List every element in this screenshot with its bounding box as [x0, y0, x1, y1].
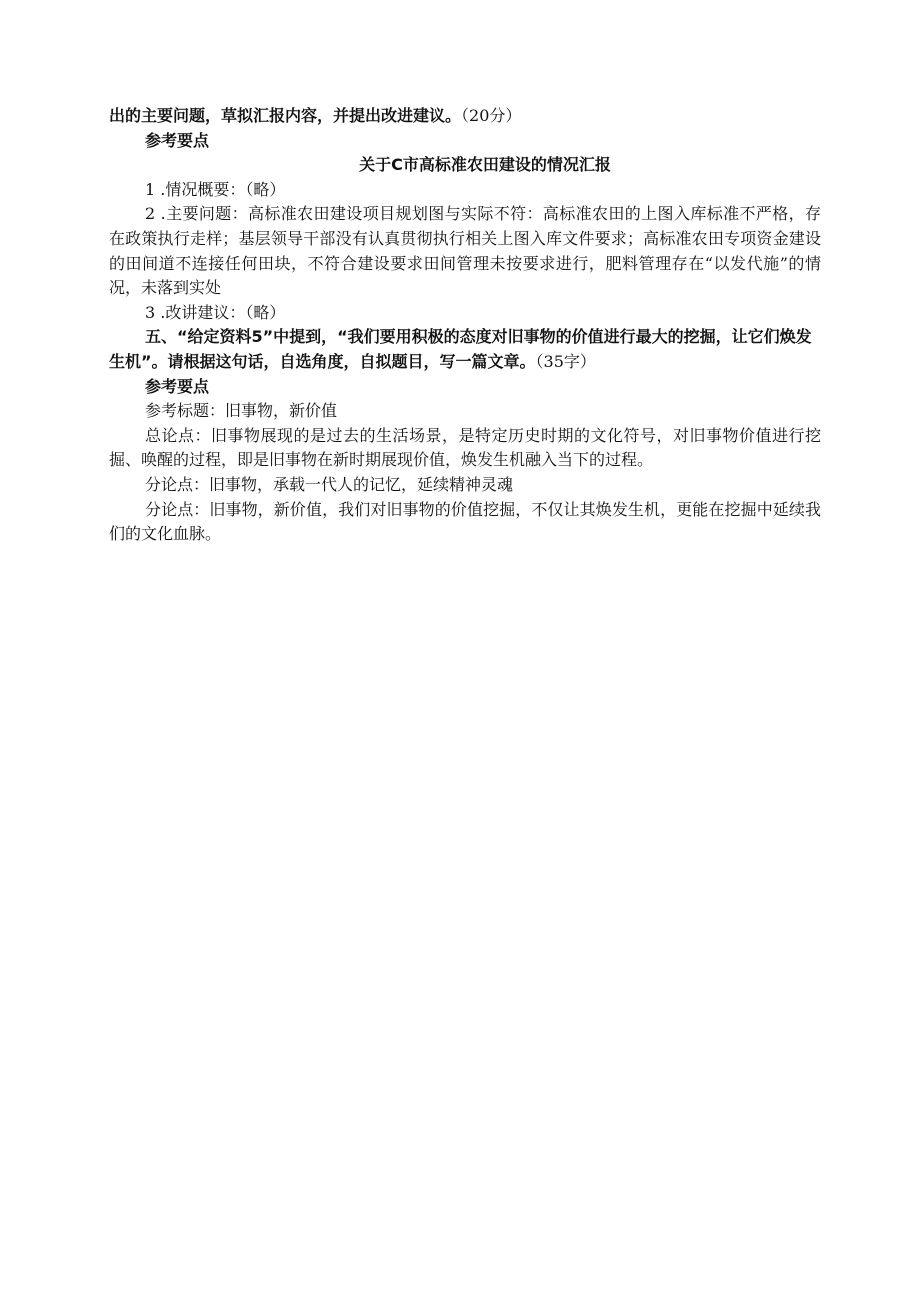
- sub-argument-2: 分论点：旧事物，新价值，我们对旧事物的价值挖掘，不仅让其焕发生机，更能在挖掘中延续我们的文化血脉。: [109, 499, 821, 544]
- question-5-score: （35字）: [535, 351, 596, 371]
- question-5-text: 五、“给定资料5”中提到，“我们要用积极的态度对旧事物的价值进行最大的挖掘，让它们焕发生机”。请根据这句话，自选角度，自拟题目，写一篇文章。: [109, 327, 812, 371]
- reference-title: 参考标题：旧事物，新价值: [145, 401, 338, 421]
- question-4-tail: [109, 104, 821, 129]
- question-4-score: （20分）: [461, 106, 522, 125]
- reference-heading-4: 参考要点: [145, 130, 210, 150]
- question-4-text: 出的主要问题，草拟汇报内容，并提出改进建议。: [109, 106, 462, 125]
- item-3-suggestions: 3 .改讲建议：（略）: [145, 302, 286, 322]
- sub-argument-1: 分论点：旧事物，承载一代人的记忆，延续精神灵魂: [145, 474, 514, 494]
- document-page: [109, 104, 821, 547]
- main-argument: 总论点：旧事物展现的是过去的生活场景，是特定历史时期的文化符号，对旧事物价值进行挖掘、唤醒的过程，即是旧事物在新时期展现价值，焕发生机融入当下的过程。: [109, 425, 821, 470]
- report-title: 关于C市高标准农田建设的情况汇报: [359, 155, 611, 175]
- item-2-main-problems: 2 .主要问题：高标准农田建设项目规划图与实际不符：高标准农田的上图入库标准不严格，存在政策执行走样；基层领导干部没有认真贯彻执行相关上图入库文件要求；高标准农田专项资金建设的田间道不连接任何田块，不符合建设要求田间管理未按要求进行，肥料管理存在“以发代施”的情况，未落到实处: [109, 204, 821, 298]
- reference-heading-5: 参考要点: [145, 376, 210, 396]
- question-5: [109, 325, 821, 374]
- item-1-overview: 1 .情况概要：（略）: [145, 179, 286, 199]
